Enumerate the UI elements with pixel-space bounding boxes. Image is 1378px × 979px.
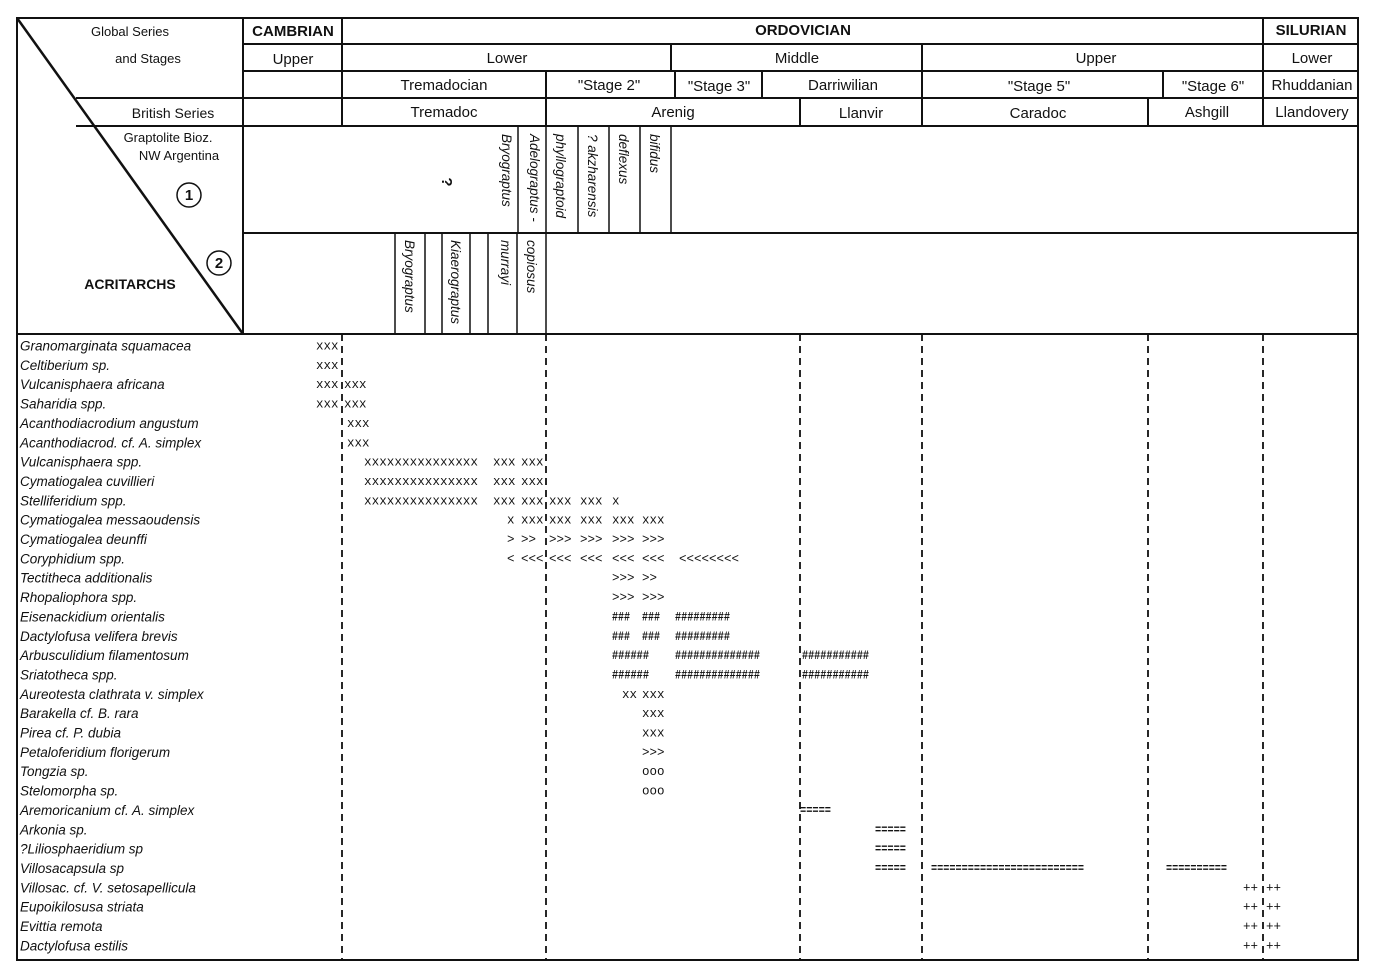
occurrence-mark: >>> (549, 533, 572, 547)
occurrence-mark: xxx (642, 707, 665, 722)
occurrence-mark: < (507, 552, 515, 567)
series-ordovician-lower: Lower (486, 50, 528, 67)
stage-6: "Stage 6" (1181, 78, 1245, 95)
occurrence-mark: ooo (642, 784, 665, 799)
occurrence-mark: >>> (612, 533, 635, 547)
occurrence-mark: ### (612, 629, 631, 644)
taxon-name: Villosac. cf. V. setosapellicula (20, 880, 196, 896)
taxon-name: Saharidia spp. (20, 396, 107, 412)
occurrence-mark: xxx (642, 687, 665, 702)
taxon-name: Cymatiogalea messaoudensis (20, 512, 201, 528)
occurrence-mark: xxx (347, 416, 370, 431)
occurrence-mark: xxx (316, 358, 339, 373)
occurrence-mark: xxx (344, 378, 367, 393)
stage-2: "Stage 2" (577, 77, 641, 94)
occurrence-mark: x (507, 513, 515, 528)
zone2-copiosus: copiosus (524, 240, 539, 294)
series-silurian-lower: Lower (1291, 50, 1333, 67)
occurrence-mark: xxx (316, 339, 339, 354)
zone1-bryograptus: Bryograptus (499, 134, 514, 207)
occurrence-mark: xxx (493, 474, 516, 489)
taxa-layer (19, 339, 205, 954)
corner-graptolite-label-2: NW Argentina (138, 148, 220, 163)
occurrence-mark: xxxxxxxxxxxxxxx (364, 455, 478, 470)
taxon-name: Celtiberium sp. (20, 357, 111, 373)
occurrence-mark: ++ (1266, 881, 1282, 896)
taxon-name: Sriatotheca spp. (20, 667, 118, 683)
occurrence-mark: <<< (642, 552, 665, 567)
taxon-name: Coryphidium spp. (20, 551, 126, 567)
occurrence-mark: xxx (344, 397, 367, 412)
series-cambrian-upper: Upper (272, 51, 314, 68)
occurrence-mark: >>> (612, 571, 635, 586)
occurrence-mark: xxx (316, 397, 339, 412)
taxon-name: Aremoricanium cf. A. simplex (20, 802, 195, 818)
occurrence-mark: >> (642, 571, 658, 586)
occurrence-mark: >> (521, 533, 537, 547)
occurrence-mark: xxx (642, 513, 665, 528)
taxon-name: Stelomorpha sp. (20, 783, 119, 799)
system-ordovician: ORDOVICIAN (755, 22, 851, 39)
occurrence-mark: > (507, 533, 515, 547)
taxon-name: Eupoikilosusa striata (20, 899, 144, 915)
occurrence-mark: >>> (642, 533, 665, 547)
occurrence-mark: xxx (316, 378, 339, 393)
occurrence-mark: <<<<<<<< (679, 552, 740, 567)
taxon-name: Villosacapsula sp (20, 860, 125, 876)
taxon-name: Eisenackidium orientalis (20, 609, 165, 625)
occurrence-mark: >>> (642, 591, 665, 606)
occurrence-mark: >>> (612, 591, 635, 606)
marks-layer (316, 340, 1281, 954)
occurrence-mark: ### (612, 610, 631, 625)
occurrence-mark: ++ (1243, 939, 1259, 954)
occurrence-mark: xxxxxxxxxxxxxxx (364, 494, 478, 509)
occurrence-mark: <<< (521, 552, 544, 567)
stage-5: "Stage 5" (1007, 78, 1071, 95)
occurrence-mark: ========================= (931, 861, 1084, 876)
occurrence-mark: <<< (612, 552, 635, 567)
circle-2-label: 2 (214, 255, 224, 272)
acritarchs-label: ACRITARCHS (84, 276, 176, 292)
occurrence-mark: xxx (493, 455, 516, 470)
taxon-name: Dactylofusa estilis (20, 938, 129, 954)
zone1-adelograptus: Adelograptus - (527, 134, 542, 222)
taxon-name: Acanthodiacrodium angustum (20, 415, 199, 431)
corner-series-label-1: Global Series (90, 24, 170, 39)
corner-series-label-2: and Stages (115, 51, 181, 66)
british-ashgill: Ashgill (1184, 104, 1230, 121)
occurrence-mark: >>> (642, 745, 665, 760)
occurrence-mark: <<< (580, 552, 603, 567)
occurrence-mark: ===== (800, 803, 831, 818)
taxon-name: Aureotesta clathrata v. simplex (20, 686, 204, 702)
occurrence-mark: ########### (802, 649, 870, 664)
taxon-name: ?Liliosphaeridium sp (20, 841, 144, 857)
taxon-name: Dactylofusa velifera brevis (20, 628, 178, 644)
occurrence-mark: ######### (675, 629, 731, 644)
circle-1-label: 1 (184, 187, 194, 204)
series-ordovician-upper: Upper (1075, 50, 1117, 67)
occurrence-mark: xxx (549, 494, 572, 509)
taxon-name: Arbusculidium filamentosum (20, 648, 189, 664)
occurrence-mark: >>> (580, 533, 603, 547)
zone1-bifidus: bifidus (647, 134, 662, 174)
british-arenig: Arenig (651, 104, 695, 121)
taxon-name: Tongzia sp. (20, 764, 89, 780)
occurrence-mark: ++ (1266, 900, 1282, 915)
occurrence-mark: ########### (802, 668, 870, 683)
zone1-deflexus: deflexus (616, 134, 631, 185)
stage-tremadocian: Tremadocian (400, 77, 488, 94)
occurrence-mark: x (612, 494, 620, 509)
occurrence-mark: ooo (642, 765, 665, 780)
zone1-phyllograptoid: phyllograptoid (553, 134, 568, 219)
taxon-name: Vulcanisphaera africana (20, 377, 165, 393)
dashed-boundaries (342, 334, 1263, 960)
occurrence-mark: xxx (493, 494, 516, 509)
zone1-question: ? (438, 177, 455, 187)
taxon-name: Cymatiogalea cuvillieri (20, 473, 155, 489)
occurrence-mark: xxx (521, 474, 544, 489)
occurrence-mark: xx (622, 687, 638, 702)
zone2-murrayi: murrayi (498, 240, 513, 286)
occurrence-mark: ===== (875, 842, 906, 857)
taxon-name: Vulcanisphaera spp. (20, 454, 143, 470)
occurrence-mark: ===== (875, 823, 906, 838)
taxon-name: Pirea cf. P. dubia (20, 725, 122, 741)
taxon-name: Evittia remota (20, 919, 103, 934)
taxon-name: Tectitheca additionalis (20, 570, 153, 586)
occurrence-mark: ===== (875, 861, 906, 876)
zone2-kiaerograptus: Kiaerograptus (448, 240, 463, 325)
occurrence-mark: ###### (612, 649, 650, 664)
system-cambrian: CAMBRIAN (252, 23, 334, 40)
occurrence-mark: xxx (642, 726, 665, 741)
occurrence-mark: xxx (580, 513, 603, 528)
stage-3: "Stage 3" (687, 78, 751, 95)
stage-darriwilian: Darriwilian (807, 77, 879, 94)
taxon-name: Barakella cf. B. rara (20, 706, 139, 722)
taxon-name: Cymatiogalea deunffi (20, 532, 147, 547)
occurrence-mark: ++ (1266, 939, 1282, 954)
taxon-name: Stelliferidium spp. (20, 493, 127, 509)
occurrence-mark: ############## (675, 649, 761, 664)
zone2-bryograptus: Bryograptus (402, 240, 417, 313)
taxon-name: Acanthodiacrod. cf. A. simplex (20, 435, 202, 451)
occurrence-mark: ### (642, 629, 661, 644)
british-caradoc: Caradoc (1009, 105, 1067, 122)
occurrence-mark: ++ (1243, 900, 1259, 915)
taxon-name: Petaloferidium florigerum (20, 744, 171, 760)
series-ordovician-middle: Middle (774, 50, 820, 67)
occurrence-mark: ### (642, 610, 661, 625)
occurrence-mark: xxx (521, 455, 544, 470)
zone1-akzharensis: ? akzharensis (585, 134, 600, 218)
taxon-name: Granomarginata squamacea (20, 338, 192, 354)
occurrence-mark: xxx (347, 436, 370, 451)
occurrence-mark: ++ (1266, 920, 1282, 934)
occurrence-mark: xxx (612, 513, 635, 528)
british-llanvir: Llanvir (838, 105, 884, 122)
occurrence-mark: xxxxxxxxxxxxxxx (364, 474, 478, 489)
occurrence-mark: ######### (675, 610, 731, 625)
occurrence-mark: xxx (580, 494, 603, 509)
taxon-name: Arkonia sp. (20, 822, 88, 838)
occurrence-mark: ========== (1166, 861, 1227, 876)
system-silurian: SILURIAN (1275, 22, 1347, 39)
stage-rhuddanian: Rhuddanian (1271, 77, 1353, 94)
taxon-name: Rhopaliophora spp. (20, 590, 138, 606)
occurrence-mark: xxx (521, 513, 544, 528)
occurrence-mark: ++ (1243, 881, 1259, 896)
occurrence-mark: <<< (549, 552, 572, 567)
occurrence-mark: ############## (675, 668, 761, 683)
corner-graptolite-label-1: Graptolite Bioz. (123, 130, 213, 145)
occurrence-mark: ###### (612, 668, 650, 683)
corner-british-label: British Series (131, 105, 215, 121)
british-llandovery: Llandovery (1275, 104, 1349, 121)
occurrence-mark: xxx (549, 513, 572, 528)
occurrence-mark: xxx (521, 494, 544, 509)
british-tremadoc: Tremadoc (410, 104, 478, 121)
occurrence-mark: ++ (1243, 920, 1259, 934)
